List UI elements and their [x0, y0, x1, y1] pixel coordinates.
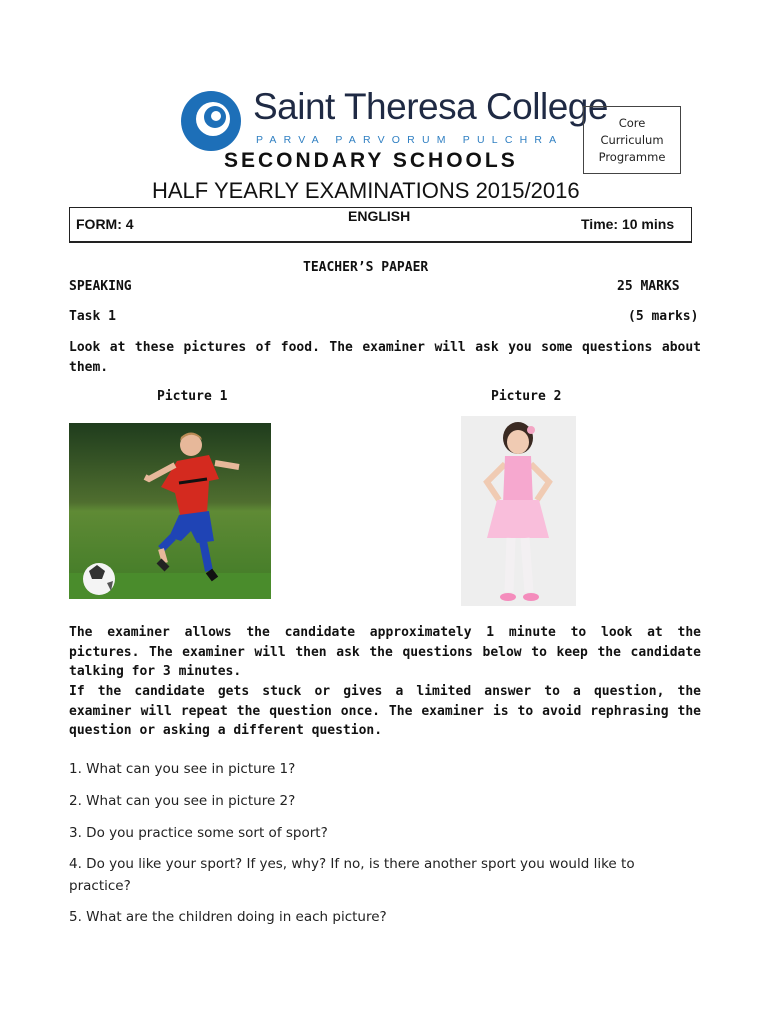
college-motto: PARVA PARVORUM PULCHRA [256, 134, 564, 146]
core-curriculum-box [583, 106, 681, 174]
picture2-image [461, 416, 576, 606]
schools-heading: SECONDARY SCHOOLS [224, 149, 518, 172]
question-1: 1. What can you see in picture 1? [69, 761, 296, 777]
question-5: 5. What are the children doing in each picture? [69, 909, 387, 925]
task-instruction: Look at these pictures of food. The examiner will ask you some questions about them. [69, 340, 701, 375]
core-box-line: Curriculum [600, 132, 664, 147]
picture2-label: Picture 2 [491, 389, 562, 404]
form-label: FORM: 4 [76, 216, 134, 232]
time-label: Time: 10 mins [581, 216, 675, 232]
core-box-line: Programme [598, 149, 666, 164]
exam-title: HALF YEARLY EXAMINATIONS 2015/2016 [152, 178, 580, 203]
picture1-image [69, 423, 271, 599]
college-logo-icon [180, 90, 242, 152]
picture1-label: Picture 1 [157, 389, 228, 404]
examiner-note-1: The examiner allows the candidate approximately 1 minute to look at the pictures. The examiner will then ask the questions below to keep the candidate talking for 3 minutes. [69, 625, 701, 679]
paper-title: TEACHER’S PAPAER [303, 260, 429, 275]
college-name: Saint Theresa College [253, 86, 608, 127]
question-4: 4. Do you like your sport? If yes, why? If no, is there another sport you would like to [69, 856, 635, 872]
subject-label: ENGLISH [348, 208, 411, 224]
core-box-line: Core [618, 115, 646, 130]
task-marks: (5 marks) [628, 309, 699, 324]
task-label: Task 1 [69, 309, 116, 324]
section-label: SPEAKING [69, 279, 132, 294]
question-3: 3. Do you practice some sort of sport? [69, 825, 328, 841]
question-2: 2. What can you see in picture 2? [69, 793, 296, 809]
examiner-note-2: If the candidate gets stuck or gives a limited answer to a question, the examiner will repeat the question once. The examiner is to avoid rephrasing the question or asking a different question. [69, 684, 701, 738]
section-marks: 25 MARKS [617, 279, 680, 294]
question-4-continued: practice? [69, 878, 131, 894]
